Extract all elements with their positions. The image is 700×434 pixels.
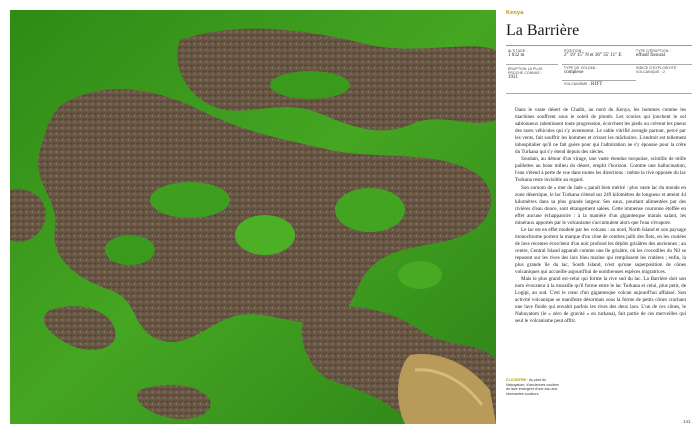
eruption-type-label: TYPE D'ÉRUPTION :	[636, 49, 671, 53]
page-title: La Barrière	[506, 22, 580, 39]
position-cell	[564, 49, 628, 59]
explosivity-label: INDICE D'EXPLOSIVITÉ VOLCANIQUE : 2	[636, 66, 677, 74]
caption-text: Au pied du Nabuyatom, d'anciennes coulées de lave émergent d'une eau aux étonnantes couleurs.	[506, 378, 559, 396]
section-label: Kenya	[506, 10, 524, 16]
paragraph: Soudain, au détour d'un virage, une vaste étendue turquoise, scintille de mille paillettes au beau milieu du désert, emplit l'horizon. Comme une hallucination, l'eau s'étend à perte de vue dans toutes les directions : même la rive opposée du lac Turkana reste invisible au regard.	[515, 156, 686, 184]
eruption-type-value: effusif fissural	[636, 53, 665, 58]
eruption-type-cell	[636, 49, 692, 59]
lava-lake-illustration	[10, 10, 496, 424]
photo-caption	[506, 378, 562, 396]
paragraph: Le lac est en effet modelé par les volcans : au nord, North Island et son paysage monochrome portent la marque d'un cône de cendres jailli des flots, en les coulées de lave récentes écorchent d'un noir profond les dépôts grisâtres des anciennes ; au centre, Central Island apparaît comme une île grisâtre, où les crocodiles du Nil se reposent sur les rives des lacs bleu marine qui remplissent les cratères ; enfin, la plus grande île du lac, South Island, n'est qu'une superposition de cônes volcaniques qui accueille aujourd'hui de nombreuses espèces migratrices.	[515, 226, 686, 276]
volcanism-label: VOLCANISME : RIFT	[564, 82, 603, 87]
paragraph: Mais le plus grand est-celui qui forme la rive sud du lac. La Barrière doit son nom évocateur à la muraille qu'il forme entre le lac Turkana et celui, plus petit, de Logipi, au sud. C'est le cœur d'un gigantesque volcan aujourd'hui affaissé. Son activité volcanique se manifeste désormais sous la forme de petits cônes crachant une lave fluide qui envahit parfois les rives des deux lacs. L'un de ces cônes, le Nabuyatom (le « zéro de gravité » en turkana), fait partie de ces merveilles qui seul le volcanisme peut offrir.	[515, 276, 686, 325]
article-body	[515, 107, 686, 325]
lava-pool	[150, 182, 230, 218]
caption-label: CI-CONTRE :	[506, 378, 529, 382]
volcano-type-value: complexe	[564, 70, 584, 75]
lava-pool	[105, 235, 155, 265]
volcanism-cell	[564, 82, 634, 88]
last-eruption-value: 1921	[508, 75, 518, 80]
position-value: 2° 19' 15" N et 36° 35' 11" E	[564, 53, 622, 58]
paragraph: Son surnom de « mer de Jade » paraît bien mérité : plus vaste lac du monde en zone désertique, le lac Turkana s'étend sur 249 kilomètres de longueur et atteint 44 kilomètres dans sa plus grande largeur. Ses eaux, pourtant alimentées par des rivières d'eau douce, sont étrangement salées. Cette immense couronne étoffée en effet aucune échappatoire : à la manière d'un gigantesque marais salant, les minéraux apportés par le volcanisme s'accumulent alors que l'eau s'évapore.	[515, 184, 686, 226]
divider	[506, 93, 692, 94]
divider	[636, 64, 692, 65]
volcano-type-cell	[564, 66, 628, 76]
divider	[506, 64, 558, 65]
paragraph: Dans le vaste désert de Chalbi, au nord du Kenya, les hommes comme les machines souffrent sous le soleil de plomb. Les scories qui jonchent le sol sablonneux ralentissent toute progression, écorchent les pieds ou crèvent les pneus des rares véhicules qui s'y aventurent. Le sable vitrifié aveugle partout, percé par les vents, fait souffrir les hommes et crisser les mâchoires. L'endroit est tellement inhospitalier qu'il ne fait guère pour qui l'admiration ne s'y épousse pour la crête du Turkana qui s'y étend depuis des siècles.	[515, 107, 686, 156]
aerial-photo	[10, 10, 496, 424]
explosivity-cell	[636, 66, 692, 74]
altitude-label: ALTITUDE :	[508, 49, 528, 53]
lava-pool	[398, 261, 442, 289]
altitude-value: 1 032 m	[508, 53, 525, 58]
page-number: 141	[683, 419, 691, 424]
volcano-type-label: TYPE DE VOLCAN :	[564, 66, 598, 70]
last-eruption-cell	[508, 67, 558, 81]
position-label: POSITION :	[564, 49, 584, 53]
lava-pool	[235, 215, 295, 255]
volcanism-value: RIFT	[590, 82, 603, 87]
divider	[562, 80, 636, 81]
altitude-cell	[508, 49, 558, 59]
explosivity-value: 2	[662, 70, 666, 74]
last-eruption-label: ÉRUPTION LA PLUS PROCHE CONNUE :	[508, 67, 543, 75]
lava-pool	[270, 71, 350, 99]
lava-pool	[335, 188, 405, 232]
info-box	[506, 45, 692, 87]
text-column	[506, 10, 692, 40]
